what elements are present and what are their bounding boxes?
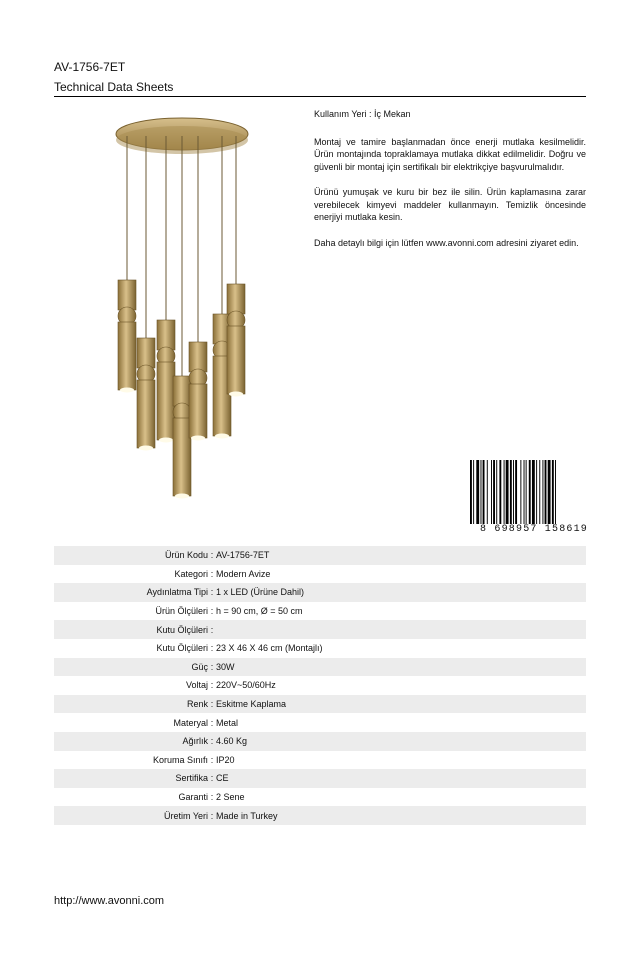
header-divider xyxy=(54,96,586,97)
spec-row xyxy=(54,583,586,602)
spec-row xyxy=(54,713,586,732)
spec-separator: : xyxy=(210,810,214,821)
website-link[interactable]: http://www.avonni.com xyxy=(54,895,165,907)
spec-label: Voltaj xyxy=(185,680,208,691)
spec-separator: : xyxy=(210,680,214,691)
spec-label: Renk xyxy=(186,699,208,710)
usage-text: Kullanım Yeri : İç Mekan xyxy=(314,109,411,119)
spec-separator: : xyxy=(210,606,214,617)
pendant-light xyxy=(173,136,191,499)
spec-row xyxy=(54,602,586,621)
spec-separator: : xyxy=(210,754,214,765)
spec-value: Modern Avize xyxy=(216,568,271,579)
spec-label: Güç xyxy=(191,661,208,672)
spec-separator: : xyxy=(210,717,214,728)
spec-label: Üretim Yeri xyxy=(163,810,208,821)
spec-value: 220V~50/60Hz xyxy=(216,680,276,691)
spec-row xyxy=(54,751,586,770)
spec-separator: : xyxy=(210,587,214,598)
spec-label: Garanti xyxy=(178,792,208,803)
spec-row xyxy=(54,676,586,695)
product-code-heading: AV-1756-7ET xyxy=(54,60,126,74)
spec-row xyxy=(54,695,586,714)
spec-separator: : xyxy=(210,792,214,803)
spec-separator: : xyxy=(210,624,214,635)
spec-value: 2 Sene xyxy=(216,792,245,803)
spec-value: CE xyxy=(216,773,229,784)
spec-row xyxy=(54,788,586,807)
spec-row xyxy=(54,639,586,658)
spec-value: AV-1756-7ET xyxy=(216,550,270,561)
spec-row xyxy=(54,620,586,639)
more-info-text: Daha detaylı bilgi için lütfen www.avonni.com adresini ziyaret edin. xyxy=(314,237,579,248)
pendant-light xyxy=(189,136,207,441)
spec-value: 30W xyxy=(216,661,235,672)
spec-value: IP20 xyxy=(216,754,235,765)
spec-label: Koruma Sınıfı xyxy=(152,754,208,765)
spec-value: 23 X 46 X 46 cm (Montajlı) xyxy=(216,643,323,654)
spec-value: Eskitme Kaplama xyxy=(216,699,287,710)
pendant-light xyxy=(157,136,175,443)
spec-value: 4.60 Kg xyxy=(216,736,248,747)
spec-label: Kutu Ölçüleri xyxy=(156,643,208,654)
spec-row xyxy=(54,658,586,677)
spec-value: 1 x LED (Ürüne Dahil) xyxy=(216,587,305,598)
document-subtitle: Technical Data Sheets xyxy=(54,80,174,94)
spec-label: Sertifika xyxy=(175,773,208,784)
spec-separator: : xyxy=(210,661,214,672)
spec-value: h = 90 cm, Ø = 50 cm xyxy=(216,606,303,617)
product-image xyxy=(100,112,270,512)
info-panel xyxy=(314,108,586,249)
spec-separator: : xyxy=(210,568,214,579)
pendant-light xyxy=(227,136,245,397)
spec-separator: : xyxy=(210,643,214,654)
spec-value: Metal xyxy=(216,717,239,728)
pendant-light xyxy=(118,136,136,393)
spec-row xyxy=(54,546,586,565)
spec-value: Made in Turkey xyxy=(216,810,278,821)
spec-table xyxy=(54,546,586,825)
spec-label: Ürün Kodu xyxy=(164,550,208,561)
pendant-light xyxy=(137,136,155,451)
spec-row xyxy=(54,565,586,584)
cleaning-text: Ürünü yumuşak ve kuru bir bez ile silin. Ürün kaplamasına zarar verebilecek kimyevi maddeler kullanmayın. Temizlik öncesinde enerjiyi mutlaka kesin. xyxy=(314,187,586,222)
spec-label: Kutu Ölçüleri xyxy=(156,624,208,635)
spec-label: Ürün Ölçüleri xyxy=(155,606,208,617)
spec-row xyxy=(54,769,586,788)
spec-separator: : xyxy=(210,736,214,747)
spec-label: Ağırlık xyxy=(182,736,208,747)
spec-separator: : xyxy=(210,773,214,784)
safety-text: Montaj ve tamire başlanmadan önce enerji mutlaka kesilmelidir. Ürün montajında topraklamaya mutlaka dikkat edilmelidir. Doğru ve güvenli bir montaj için sertifikalı bir elektrikçiye başvurulmalıdır. xyxy=(314,136,586,172)
spec-separator: : xyxy=(210,699,214,710)
spec-row xyxy=(54,806,586,825)
spec-label: Aydınlatma Tipi xyxy=(146,587,208,598)
spec-label: Materyal xyxy=(173,717,208,728)
spec-label: Kategori xyxy=(174,568,208,579)
barcode-digits: 8 698957 158619 xyxy=(458,524,588,536)
spec-separator: : xyxy=(210,550,214,561)
spec-row xyxy=(54,732,586,751)
